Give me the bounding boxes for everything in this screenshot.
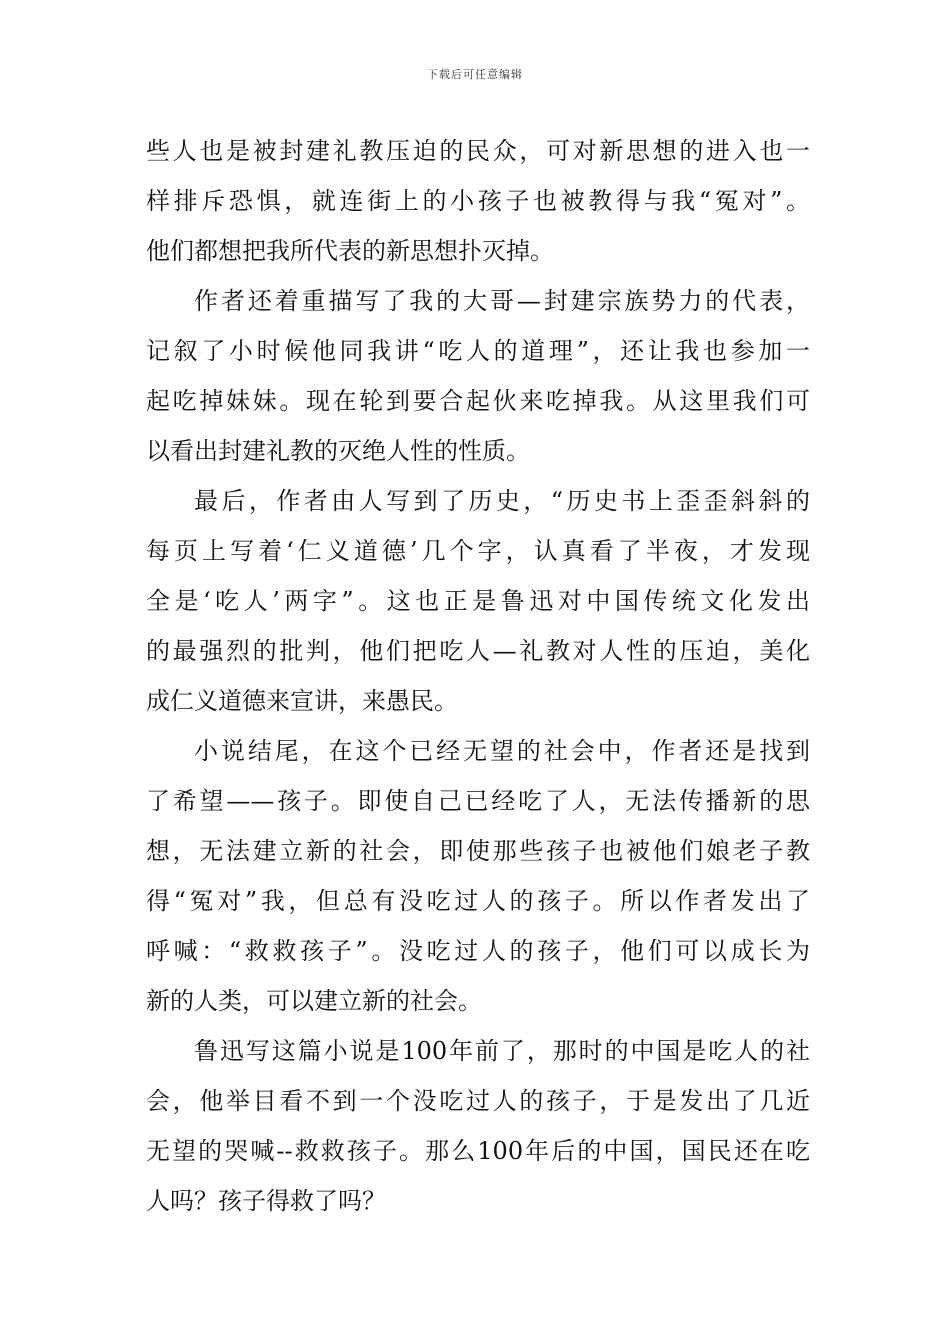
text-line: 每页上写着‘仁义道德’几个字，认真看了半夜，才发现 (146, 537, 810, 565)
text-line: 的最强烈的批判，他们把吃人—礼教对人性的压迫，美化 (146, 637, 810, 665)
text-line: 新的人类，可以建立新的社会。 (146, 987, 482, 1015)
text-line: 会，他举目看不到一个没吃过人的孩子，于是发出了几近 (146, 1087, 810, 1115)
text-line: 记叙了小时候他同我讲“吃人的道理”，还让我也参加一 (146, 337, 810, 365)
paragraph-first-line: 鲁迅写这篇小说是100年前了，那时的中国是吃人的社 (194, 1037, 810, 1065)
text-line: 想，无法建立新的社会，即使那些孩子也被他们娘老子教 (146, 837, 810, 865)
text-line: 得“冤对”我，但总有没吃过人的孩子。所以作者发出了 (146, 887, 810, 915)
paragraph-first-line: 最后，作者由人写到了历史，“历史书上歪歪斜斜的 (194, 487, 810, 515)
body-text (146, 126, 810, 1226)
text-line: 起吃掉妹妹。现在轮到要合起伙来吃掉我。从这里我们可 (146, 387, 810, 415)
text-line: 成仁义道德来宣讲，来愚民。 (146, 687, 458, 715)
text-line: 以看出封建礼教的灭绝人性的性质。 (146, 437, 530, 465)
text-line: 无望的哭喊--救救孩子。那么100年后的中国，国民还在吃 (146, 1137, 810, 1165)
text-line: 些人也是被封建礼教压迫的民众，可对新思想的进入也一 (146, 137, 810, 165)
text-line: 全是‘吃人’两字”。这也正是鲁迅对中国传统文化发出 (146, 587, 810, 615)
text-line: 人吗？孩子得救了吗？ (146, 1187, 386, 1215)
text-line: 呼喊：“救救孩子”。没吃过人的孩子，他们可以成长为 (146, 937, 810, 965)
text-line: 样排斥恐惧，就连街上的小孩子也被教得与我“冤对”。 (146, 187, 810, 215)
header-note: 下载后可任意编辑 (427, 68, 523, 81)
text-line: 他们都想把我所代表的新思想扑灭掉。 (146, 237, 554, 265)
paragraph-first-line: 小说结尾，在这个已经无望的社会中，作者还是找到 (194, 737, 810, 765)
paragraph-first-line: 作者还着重描写了我的大哥—封建宗族势力的代表， (194, 287, 810, 315)
text-line: 了希望——孩子。即使自己已经吃了人，无法传播新的思 (146, 787, 810, 815)
